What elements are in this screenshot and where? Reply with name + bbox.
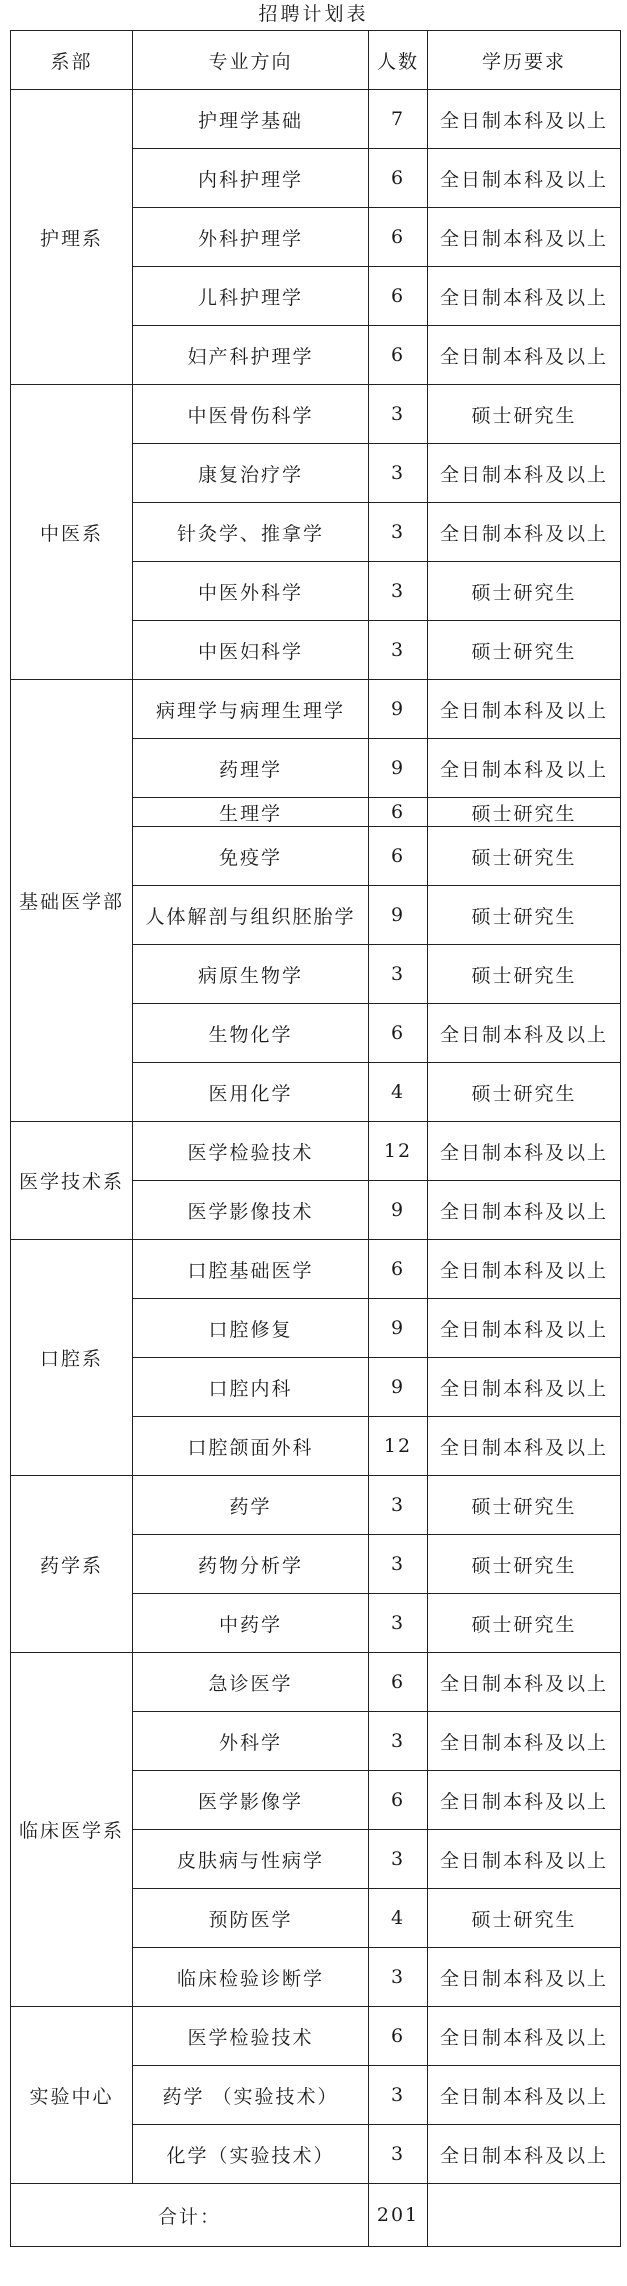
major-cell: 中药学 [133,1594,369,1653]
education-cell: 全日制本科及以上 [428,90,621,149]
count-cell: 3 [369,1594,428,1653]
education-cell: 全日制本科及以上 [428,1712,621,1771]
major-cell: 康复治疗学 [133,444,369,503]
education-cell: 全日制本科及以上 [428,1181,621,1240]
count-cell: 9 [369,1299,428,1358]
table-row [11,90,621,149]
count-cell: 3 [369,1830,428,1889]
education-cell: 全日制本科及以上 [428,1771,621,1830]
major-cell: 护理学基础 [133,90,369,149]
major-cell: 口腔颌面外科 [133,1417,369,1476]
count-cell: 3 [369,2125,428,2184]
education-cell: 硕士研究生 [428,1594,621,1653]
dept-cell: 药学系 [11,1476,133,1653]
major-cell: 免疫学 [133,827,369,886]
dept-cell: 基础医学部 [11,680,133,1122]
count-cell: 9 [369,1181,428,1240]
count-cell: 3 [369,1948,428,2007]
count-cell: 6 [369,149,428,208]
count-cell: 4 [369,1063,428,1122]
education-cell: 全日制本科及以上 [428,1358,621,1417]
count-cell: 6 [369,326,428,385]
count-cell: 4 [369,1889,428,1948]
count-cell: 6 [369,827,428,886]
major-cell: 口腔基础医学 [133,1240,369,1299]
education-cell: 硕士研究生 [428,886,621,945]
major-cell: 儿科护理学 [133,267,369,326]
count-cell: 6 [369,1771,428,1830]
count-cell: 3 [369,385,428,444]
dept-cell: 护理系 [11,90,133,385]
table-row [11,2007,621,2066]
header-row [11,31,621,90]
count-cell: 12 [369,1417,428,1476]
count-cell: 6 [369,1653,428,1712]
dept-cell: 实验中心 [11,2007,133,2184]
major-cell: 生理学 [133,798,369,827]
major-cell: 针灸学、推拿学 [133,503,369,562]
education-cell: 全日制本科及以上 [428,267,621,326]
education-cell: 全日制本科及以上 [428,326,621,385]
education-cell: 硕士研究生 [428,1889,621,1948]
major-cell: 临床检验诊断学 [133,1948,369,2007]
count-cell: 9 [369,680,428,739]
total-education-cell [428,2184,621,2247]
major-cell: 口腔修复 [133,1299,369,1358]
education-cell: 全日制本科及以上 [428,1240,621,1299]
major-cell: 药物分析学 [133,1535,369,1594]
count-cell: 3 [369,1712,428,1771]
major-cell: 中医骨伤科学 [133,385,369,444]
count-cell: 6 [369,2007,428,2066]
education-cell: 全日制本科及以上 [428,2007,621,2066]
major-cell: 生物化学 [133,1004,369,1063]
education-cell: 全日制本科及以上 [428,1653,621,1712]
major-cell: 预防医学 [133,1889,369,1948]
education-cell: 硕士研究生 [428,827,621,886]
major-cell: 药学 （实验技术） [133,2066,369,2125]
count-cell: 3 [369,503,428,562]
education-cell: 全日制本科及以上 [428,2125,621,2184]
header-major: 专业方向 [133,31,369,90]
count-cell: 6 [369,267,428,326]
table-title: 招聘计划表 [258,3,369,25]
dept-cell: 临床医学系 [11,1653,133,2007]
education-cell: 全日制本科及以上 [428,680,621,739]
header-dept: 系部 [11,31,133,90]
count-cell: 9 [369,886,428,945]
education-cell: 硕士研究生 [428,1535,621,1594]
count-cell: 3 [369,945,428,1004]
education-cell: 全日制本科及以上 [428,503,621,562]
table-row [11,1122,621,1181]
total-label: 合计： [11,2184,369,2247]
education-cell: 全日制本科及以上 [428,739,621,798]
table-row [11,680,621,739]
major-cell: 医学影像技术 [133,1181,369,1240]
count-cell: 3 [369,2066,428,2125]
table-row [11,1476,621,1535]
major-cell: 口腔内科 [133,1358,369,1417]
major-cell: 药理学 [133,739,369,798]
major-cell: 化学（实验技术） [133,2125,369,2184]
major-cell: 医学检验技术 [133,1122,369,1181]
education-cell: 硕士研究生 [428,621,621,680]
major-cell: 医学影像学 [133,1771,369,1830]
major-cell: 中医外科学 [133,562,369,621]
count-cell: 3 [369,621,428,680]
header-education: 学历要求 [428,31,621,90]
education-cell: 硕士研究生 [428,562,621,621]
table-row [11,385,621,444]
major-cell: 中医妇科学 [133,621,369,680]
count-cell: 6 [369,798,428,827]
count-cell: 9 [369,1358,428,1417]
header-count: 人数 [369,31,428,90]
education-cell: 全日制本科及以上 [428,1830,621,1889]
major-cell: 病原生物学 [133,945,369,1004]
major-cell: 医学检验技术 [133,2007,369,2066]
education-cell: 硕士研究生 [428,798,621,827]
major-cell: 急诊医学 [133,1653,369,1712]
education-cell: 全日制本科及以上 [428,149,621,208]
education-cell: 全日制本科及以上 [428,1004,621,1063]
count-cell: 12 [369,1122,428,1181]
count-cell: 3 [369,562,428,621]
dept-cell: 中医系 [11,385,133,680]
count-cell: 9 [369,739,428,798]
total-count: 201 [369,2184,428,2247]
count-cell: 6 [369,208,428,267]
recruitment-plan-table [10,30,621,2247]
education-cell: 硕士研究生 [428,945,621,1004]
education-cell: 硕士研究生 [428,1476,621,1535]
education-cell: 全日制本科及以上 [428,444,621,503]
major-cell: 病理学与病理生理学 [133,680,369,739]
major-cell: 外科学 [133,1712,369,1771]
dept-cell: 医学技术系 [11,1122,133,1240]
count-cell: 3 [369,1535,428,1594]
education-cell: 全日制本科及以上 [428,1417,621,1476]
education-cell: 硕士研究生 [428,1063,621,1122]
count-cell: 3 [369,1476,428,1535]
major-cell: 医用化学 [133,1063,369,1122]
total-row [11,2184,621,2247]
major-cell: 人体解剖与组织胚胎学 [133,886,369,945]
education-cell: 全日制本科及以上 [428,1122,621,1181]
major-cell: 内科护理学 [133,149,369,208]
education-cell: 全日制本科及以上 [428,208,621,267]
count-cell: 6 [369,1240,428,1299]
table-row [11,1240,621,1299]
major-cell: 皮肤病与性病学 [133,1830,369,1889]
education-cell: 全日制本科及以上 [428,1299,621,1358]
count-cell: 6 [369,1004,428,1063]
major-cell: 外科护理学 [133,208,369,267]
dept-cell: 口腔系 [11,1240,133,1476]
table-row [11,1653,621,1712]
major-cell: 药学 [133,1476,369,1535]
major-cell: 妇产科护理学 [133,326,369,385]
education-cell: 硕士研究生 [428,385,621,444]
education-cell: 全日制本科及以上 [428,2066,621,2125]
count-cell: 3 [369,444,428,503]
education-cell: 全日制本科及以上 [428,1948,621,2007]
count-cell: 7 [369,90,428,149]
